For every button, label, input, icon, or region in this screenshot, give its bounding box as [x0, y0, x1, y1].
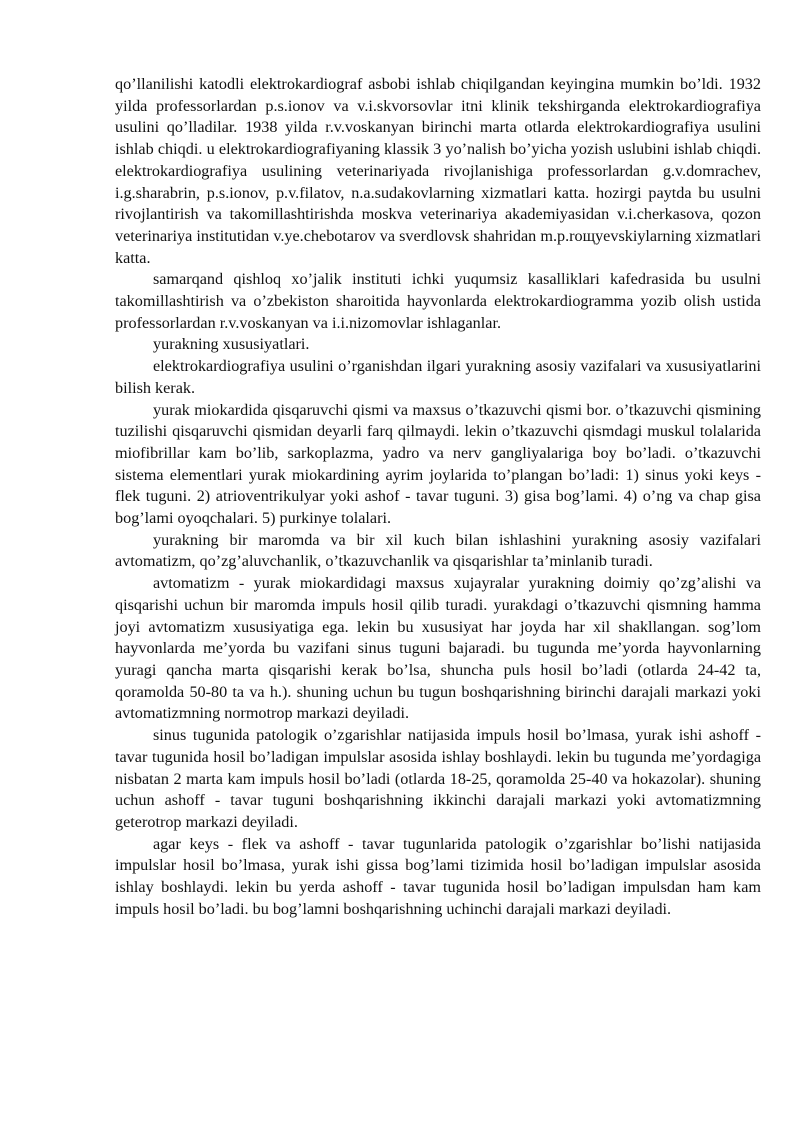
paragraph-4: elektrokardiografiya usulini o’rganishdan ilgari yurakning asosiy vazifalari va xususiyatlarini bilish kerak.	[115, 357, 761, 397]
section-heading-heart-properties: yurakning xususiyatlari.	[153, 335, 310, 354]
paragraph-8: sinus tugunida patologik o’zgarishlar natijasida impuls hosil bo’lmasa, yurak ishi ashoff - tavar tugunida hosil bo’ladigan impulslar asosida ishlay boshlaydi. lekin bu tugunda me’yordagiga nisbatan 2 marta kam impuls hosil bo’ladi (otlarda 18-25, qoramolda 25-40 va hokazolar). shuning uchun ashoff - tavar tuguni boshqarishning ikkinchi darajali markazi yoki avtomatizmning geterotrop markazi deyiladi.	[115, 726, 761, 831]
paragraph-1: qo’llanilishi katodli elektrokardiograf asbobi ishlab chiqilgandan keyingina mumkin bo’ldi. 1932 yilda professorlardan p.s.ionov va v.i.skvorsovlar itni klinik tekshirganda elektrokardiografiya usulini qo’lladilar. 1938 yilda r.v.voskanyan birinchi marta otlarda elektrokardiografiya usulini ishlab chiqdi. u elektrokardiografiyaning klassik 3 yo’nalish bo’yicha yozish uslubini ishlab chiqdi. elektrokardiografiya usulining veterinariyada rivojlanishiga professorlardan g.v.domrachev, i.g.sharabrin, p.s.ionov, p.v.filatov, n.a.sudakovlarning xizmatlari katta. hozirgi paytda bu usulni rivojlantirish va takomillashtirishda moskva veterinariya akademiyasidan v.i.cherkasova, qozon veterinariya institutidan v.ye.chebotarov va sverdlovsk shahridan m.p.roщуevskiylarning xizmatlari katta.	[115, 75, 761, 267]
paragraph-5: yurak miokardida qisqaruvchi qismi va maxsus o’tkazuvchi qismi bor. o’tkazuvchi qismining tuzilishi qisqaruvchi qismidan deyarli farq qilmaydi. lekin o’tkazuvchi qismdagi muskul tolalarida miofibrillar kam bo’lib, sarkoplazma, yadro va nerv gangliyalariga boy bo’ladi. o’tkazuvchi sistema elementlari yurak miokardining ayrim joylarida to’plangan bo’ladi: 1) sinus yoki keys - flek tuguni. 2) atrioventrikulyar yoki ashof - tavar tuguni. 3) gisa bog’lami. 4) o’ng va chap gisa bog’lami oyoqchalari. 5) purkinye tolalari.	[115, 400, 761, 528]
paragraph-2: samarqand qishloq xo’jalik instituti ichki yuqumsiz kasalliklari kafedrasida bu usulni takomillashtirish va o’zbekiston sharoitida hayvonlarda elektrokardiogramma yozib olish ustida professorlardan r.v.voskanyan va i.i.nizomovlar ishlaganlar.	[115, 270, 761, 332]
paragraph-9: agar keys - flek va ashoff - tavar tugunlarida patologik o’zgarishlar bo’lishi natijasida impulslar hosil bo’lmasa, yurak ishi gissa bog’lami tizimida hosil bo’ladigan impulslar asosida ishlay boshlaydi. lekin bu yerda ashoff - tavar tugunida hosil bo’ladigan impulsdan ham kam impuls hosil bo’ladi. bu bog’lamni boshqarishning uchinchi darajali markazi deyiladi.	[115, 834, 761, 918]
paragraph-6: yurakning bir maromda va bir xil kuch bilan ishlashini yurakning asosiy vazifalari avtomatizm, qo’zg’aluvchanlik, o’tkazuvchanlik va qisqarishlar ta’minlanib turadi.	[115, 530, 761, 571]
paragraph-7: avtomatizm - yurak miokardidagi maxsus xujayralar yurakning doimiy qo’zg’alishi va qisqarishi uchun bir maromda impuls hosil qilib turadi. yurakdagi o’tkazuvchi qismning hamma joyi avtomatizm xususiyatiga ega. lekin bu xususiyat har joyda har xil shakllangan. sog’lom hayvonlarda me’yorda bu vazifani sinus tuguni bajaradi. bu tugunda me’yorda hayvonlarning yuragi qancha marta qisqarishi kerak bo’lsa, shuncha puls hosil bo’ladi (otlarda 24-42 ta, qoramolda 50-80 ta va h.). shuning uchun bu tugun boshqarishning birinchi darajali markazi yoki avtomatizmning normotrop markazi deyiladi.	[115, 574, 761, 723]
document-page	[115, 74, 761, 920]
